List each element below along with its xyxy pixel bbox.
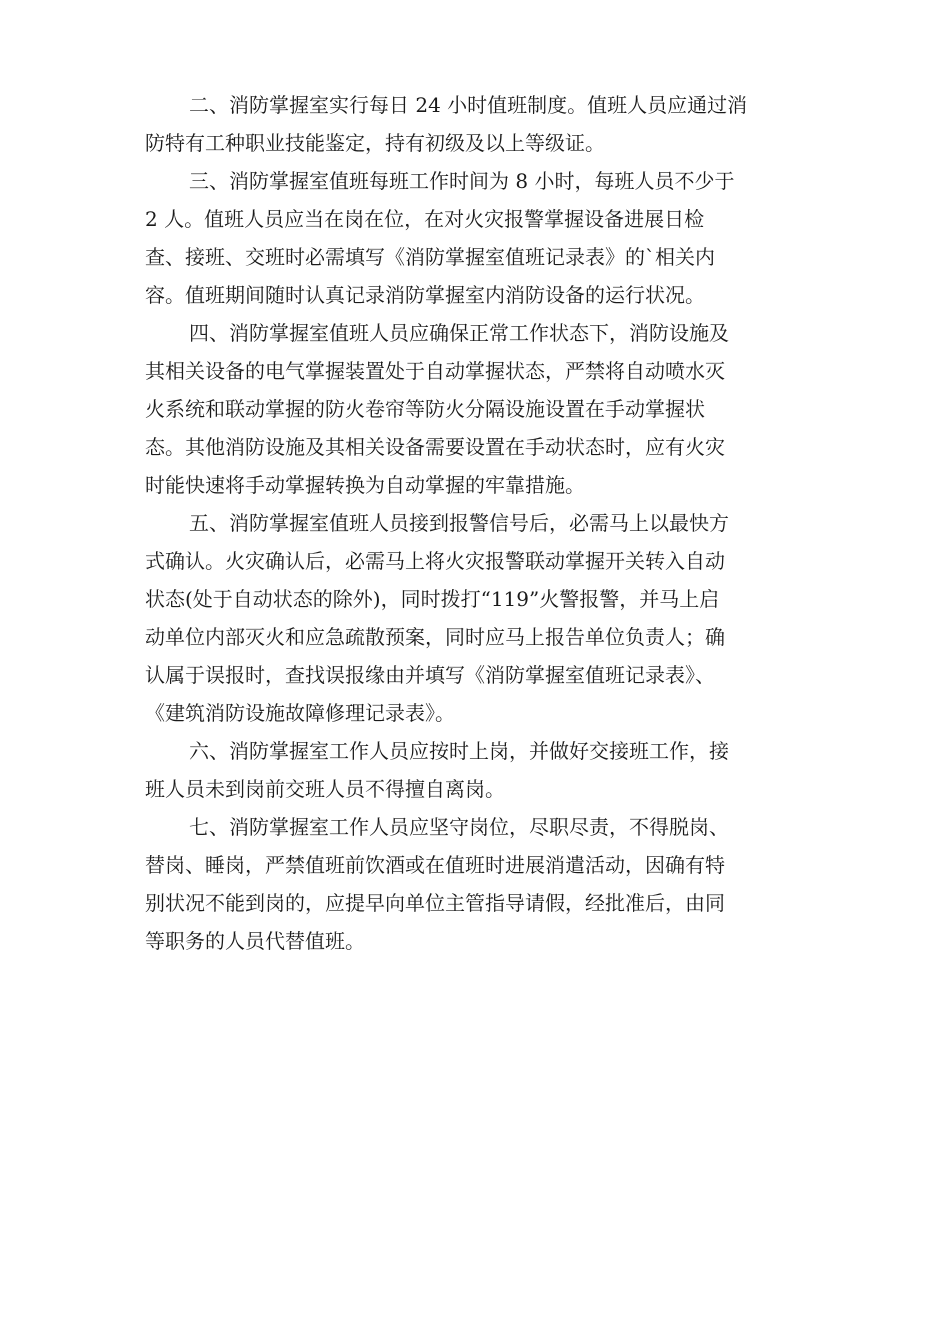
document-body [145,86,805,960]
paragraph-line: 查、接班、交班时必需填写《消防掌握室值班记录表》的`相关内 [145,245,715,269]
paragraph-line: 等职务的人员代替值班。 [145,929,365,953]
paragraph-line: 时能快速将手动掌握转换为自动掌握的牢靠措施。 [145,473,585,497]
paragraph-line: 别状况不能到岗的，应提早向单位主管指导请假，经批准后，由同 [145,891,725,915]
paragraph-7 [145,808,805,960]
paragraph-line: 五、消防掌握室值班人员接到报警信号后，必需马上以最快方 [189,511,729,535]
paragraph-line: 六、消防掌握室工作人员应按时上岗，并做好交接班工作，接 [189,739,729,763]
paragraph-line: 式确认。火灾确认后，必需马上将火灾报警联动掌握开关转入自动 [145,549,725,573]
paragraph-line: 防特有工种职业技能鉴定，持有初级及以上等级证。 [145,131,605,155]
paragraph-line: 七、消防掌握室工作人员应坚守岗位，尽职尽责，不得脱岗、 [189,815,729,839]
paragraph-line: 态。其他消防设施及其相关设备需要设置在手动状态时，应有火灾 [145,435,725,459]
paragraph-line: 火系统和联动掌握的防火卷帘等防火分隔设施设置在手动掌握状 [145,397,705,421]
paragraph-5 [145,504,805,732]
paragraph-line: 班人员未到岗前交班人员不得擅自离岗。 [145,777,505,801]
paragraph-line: 四、消防掌握室值班人员应确保正常工作状态下，消防设施及 [189,321,729,345]
paragraph-line: 容。值班期间随时认真记录消防掌握室内消防设备的运行状况。 [145,283,705,307]
paragraph-line: 动单位内部灭火和应急疏散预案，同时应马上报告单位负责人；确 [145,625,725,649]
paragraph-line: 二、消防掌握室实行每日 24 小时值班制度。值班人员应通过消 [189,93,748,117]
paragraph-2 [145,86,805,162]
paragraph-line: 其相关设备的电气掌握装置处于自动掌握状态，严禁将自动喷水灭 [145,359,725,383]
paragraph-line: 替岗、睡岗，严禁值班前饮酒或在值班时进展消遣活动，因确有特 [145,853,725,877]
paragraph-line: 2 人。值班人员应当在岗在位，在对火灾报警掌握设备进展日检 [145,207,705,231]
paragraph-line: 认属于误报时，查找误报缘由并填写《消防掌握室值班记录表》、 [145,663,715,687]
paragraph-line: 状态(处于自动状态的除外)，同时拨打“119”火警报警，并马上启 [145,587,720,611]
paragraph-3 [145,162,805,314]
paragraph-4 [145,314,805,504]
paragraph-6 [145,732,805,808]
paragraph-line: 《建筑消防设施故障修理记录表》。 [145,701,455,725]
paragraph-line: 三、消防掌握室值班每班工作时间为 8 小时，每班人员不少于 [189,169,735,193]
